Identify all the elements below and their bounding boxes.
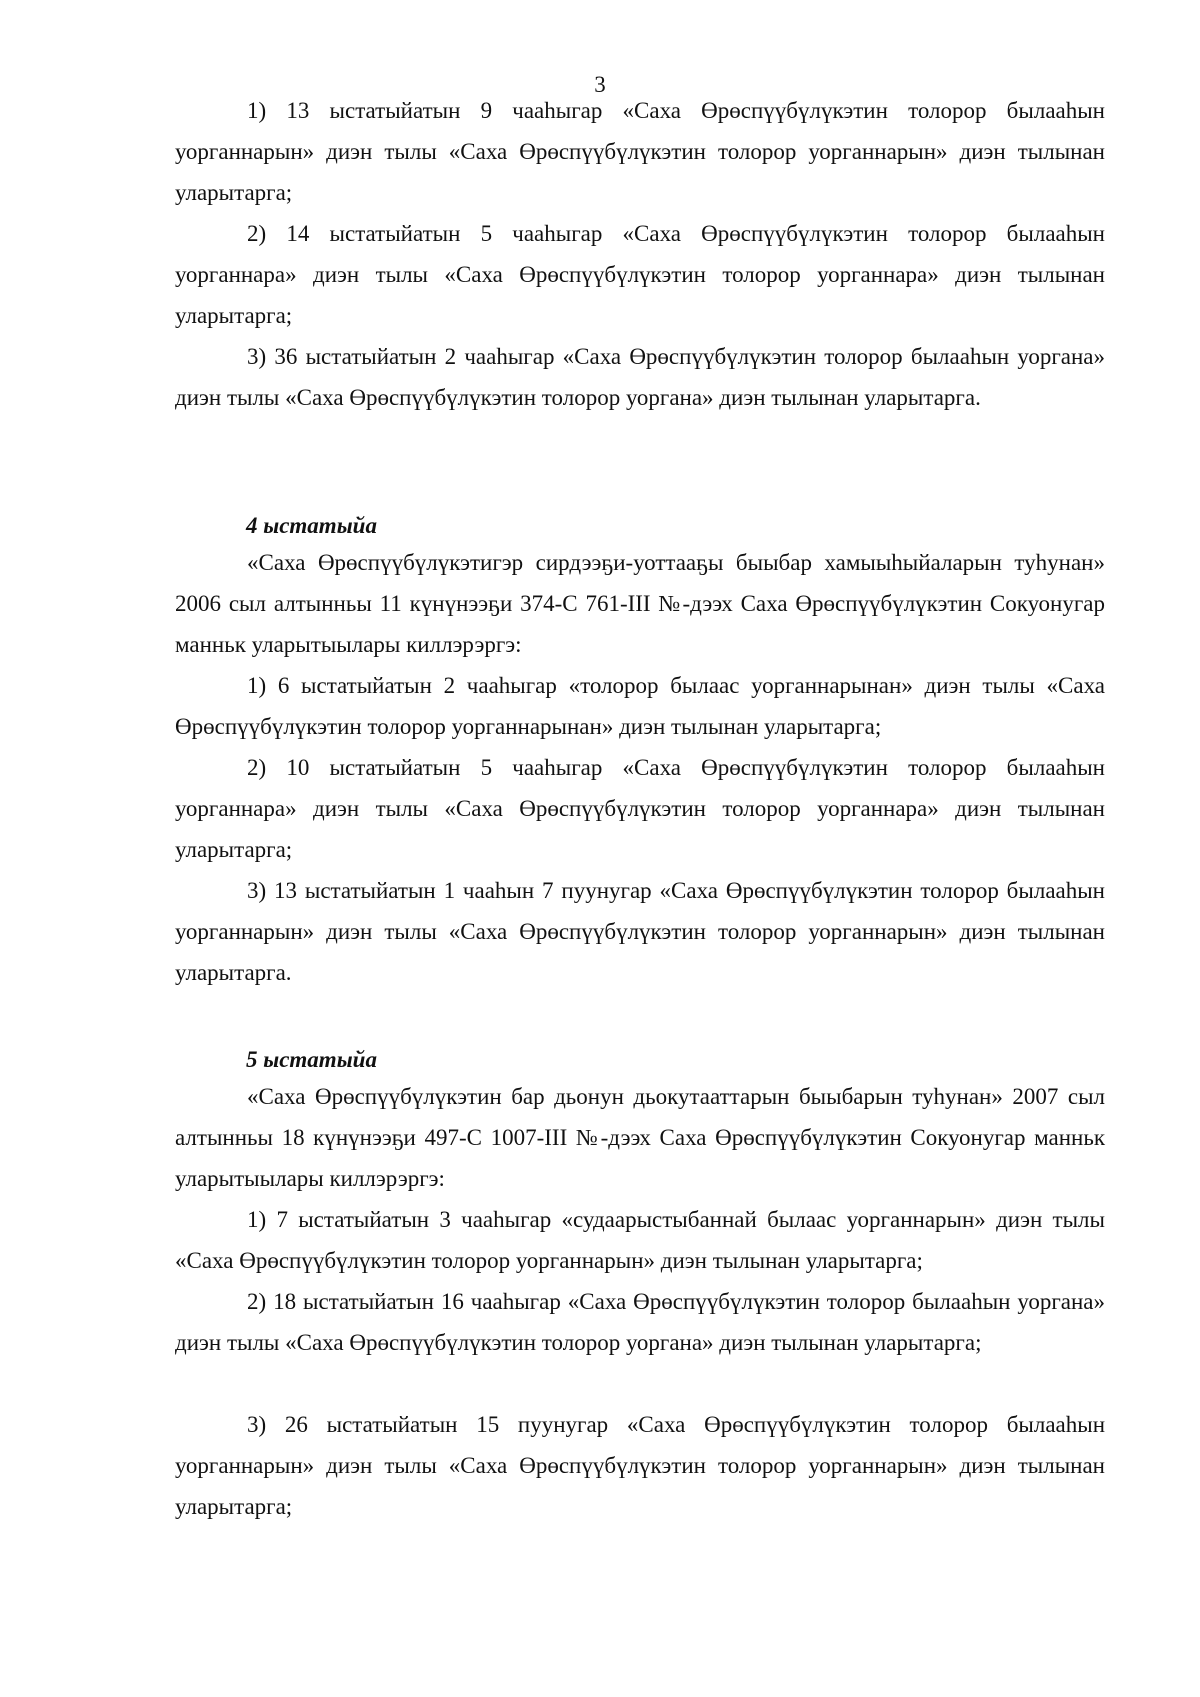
- list-item: 2) 18 ыстатыйатын 16 чааһыгар «Саха Өрөспүүбүлүкэтин толорор былааһын уоргана» диэн тылы «Саха Өрөспүүбүлүкэтин толорор уоргана» диэн тылынан уларытарга;: [175, 1289, 1105, 1355]
- list-item: 2) 14 ыстатыйатын 5 чааһыгар «Саха Өрөспүүбүлүкэтин толорор былааһын уорганнара» диэн тылы «Саха Өрөспүүбүлүкэтин толорор уорганнара» диэн тылынан уларытарга;: [175, 221, 1105, 328]
- article-4-intro: «Саха Өрөспүүбүлүкэтигэр сирдээҕи-уоттааҕы быыбар хамыыһыйаларын туһунан» 2006 сыл алтынньы 11 күнүнээҕи 374-С 761-III №-дээх Саха Өрөспүүбүлүкэтин Сокуонугар манньк уларытыылары киллэрэргэ:: [175, 550, 1105, 657]
- article-5-intro: «Саха Өрөспүүбүлүкэтин бар дьонун дьокутааттарын быыбарын туһунан» 2007 сыл алтынньы 18 күнүнээҕи 497-С 1007-III №-дээх Саха Өрөспүүбүлүкэтин Сокуонугар манньк уларытыылары киллэрэргэ:: [175, 1084, 1105, 1191]
- list-item: 3) 36 ыстатыйатын 2 чааһыгар «Саха Өрөспүүбүлүкэтин толорор былааһын уоргана» диэн тылы «Саха Өрөспүүбүлүкэтин толорор уоргана» диэн тылынан уларытарга.: [175, 344, 1105, 410]
- list-item: 1) 13 ыстатыйатын 9 чааһыгар «Саха Өрөспүүбүлүкэтин толорор былааһын уорганнарын» диэн тылы «Саха Өрөспүүбүлүкэтин толорор уорганнарын» диэн тылынан уларытарга;: [175, 98, 1105, 205]
- list-item: 2) 10 ыстатыйатын 5 чааһыгар «Саха Өрөспүүбүлүкэтин толорор былааһын уорганнара» диэн тылы «Саха Өрөспүүбүлүкэтин толорор уорганнара» диэн тылынан уларытарга;: [175, 755, 1105, 862]
- list-item: 3) 13 ыстатыйатын 1 чааһын 7 пуунугар «Саха Өрөспүүбүлүкэтин толорор былааһын уорганнарын» диэн тылы «Саха Өрөспүүбүлүкэтин толорор уорганнарын» диэн тылынан уларытарга.: [175, 878, 1105, 985]
- page-number: 3: [594, 72, 606, 97]
- article-5-heading: 5 ыстатыйа: [246, 1047, 377, 1072]
- list-item: 3) 26 ыстатыйатын 15 пуунугар «Саха Өрөспүүбүлүкэтин толорор былааһын уорганнарын» диэн тылы «Саха Өрөспүүбүлүкэтин толорор уорганнарын» диэн тылынан уларытарга;: [175, 1412, 1105, 1519]
- list-item: 1) 6 ыстатыйатын 2 чааһыгар «толорор былаас уорганнарынан» диэн тылы «Саха Өрөспүүбүлүкэтин толорор уорганнарынан» диэн тылынан уларытарга;: [175, 673, 1105, 739]
- list-item: 1) 7 ыстатыйатын 3 чааһыгар «судаарыстыбаннай былаас уорганнарын» диэн тылы «Саха Өрөспүүбүлүкэтин толорор уорганнарын» диэн тылынан уларытарга;: [175, 1207, 1105, 1273]
- article-4-heading: 4 ыстатыйа: [246, 513, 377, 538]
